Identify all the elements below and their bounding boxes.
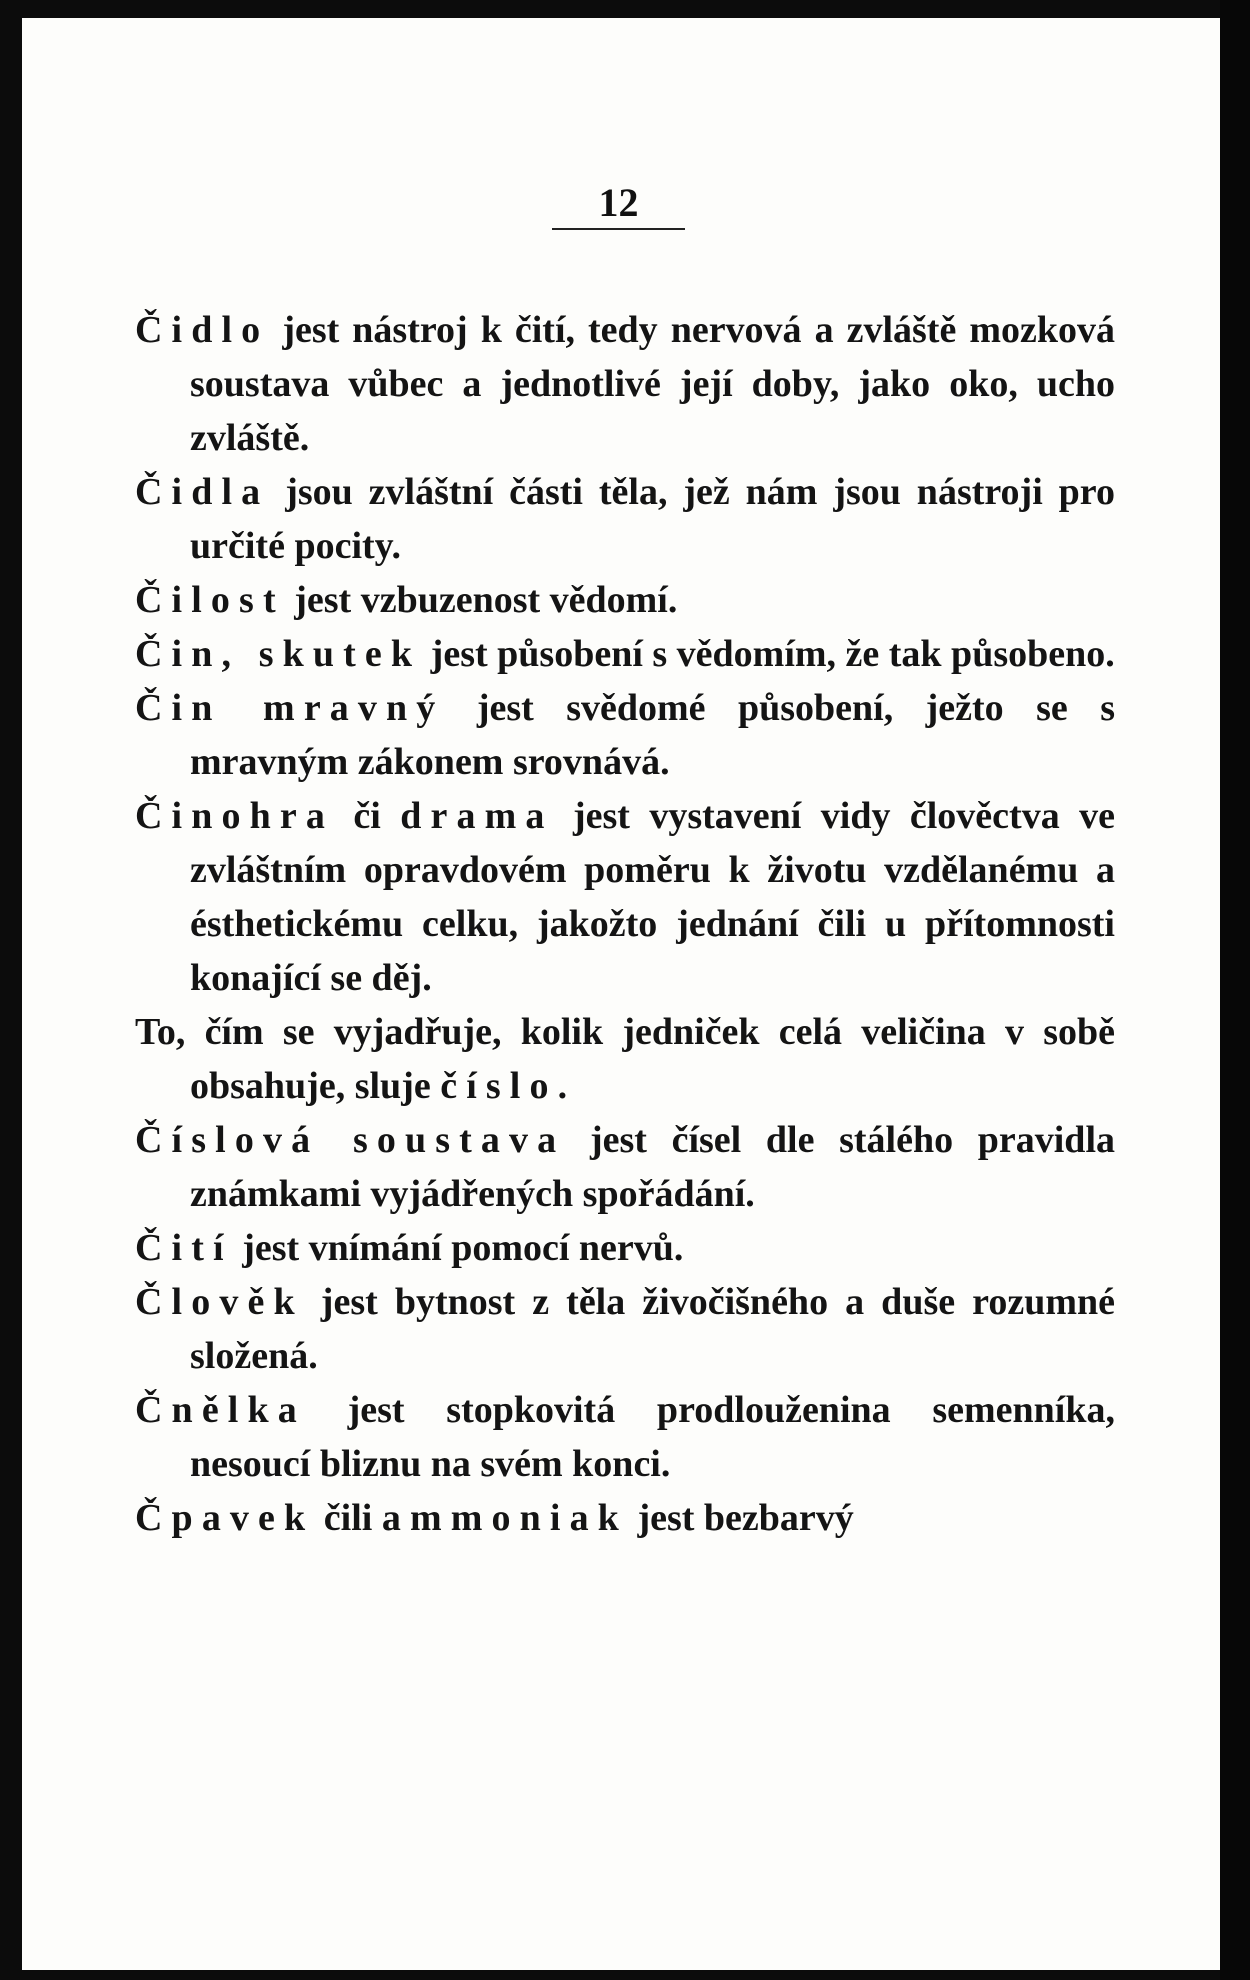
entry-term: Čin, skutek — [135, 633, 422, 675]
entry-connector: čili — [314, 1497, 382, 1539]
entry-definition: jest bytnost z těla živočišného a duše rozumné složená. — [190, 1281, 1115, 1377]
glossary-entry-cnelka — [135, 1383, 1115, 1491]
glossary-entry-cislova-soustava — [135, 1113, 1115, 1221]
entry-term: číslo — [440, 1065, 558, 1107]
entry-definition: jsou zvláštní části těla, jež nám jsou nástroji pro určité pocity. — [190, 471, 1115, 567]
glossary-entry-cpavek — [135, 1491, 1115, 1545]
entry-term: Čidlo — [135, 309, 270, 351]
entry-term: Čidla — [135, 471, 270, 513]
entry-definition: To, čím se vyjadřuje, kolik jedniček celá veličina v sobě obsahuje, sluje — [135, 1011, 1115, 1107]
glossary-entry-cidla — [135, 465, 1115, 573]
glossary-entry-clovek — [135, 1275, 1115, 1383]
scan-edge — [1220, 0, 1250, 1980]
glossary-entry-citi — [135, 1221, 1115, 1275]
entry-definition: jest bezbarvý — [627, 1497, 854, 1539]
entry-definition: jest čísel dle stálého pravidla známkami vyjádřených spořádání. — [190, 1119, 1115, 1215]
book-page — [22, 18, 1220, 1970]
entry-term: Čpavek — [135, 1497, 315, 1539]
entry-definition: jest působení s vědomím, že tak působeno. — [421, 633, 1115, 675]
glossary-entry-cin-mravny — [135, 681, 1115, 789]
entry-term: Čnělka — [135, 1389, 306, 1431]
entry-definition: jest svědomé působení, ježto se s mravným zákonem srovnává. — [190, 687, 1115, 783]
glossary-entry-cilost — [135, 573, 1115, 627]
entry-definition: jest stopkovitá prodlouženina semenníka, nesoucí bliznu na svém konci. — [190, 1389, 1115, 1485]
entry-definition: jest vystavení vidy člověctva ve zvláštním opravdovém poměru k životu vzdělanému a ésthetickému celku, jakožto jednání čili u přítomnosti konající se děj. — [190, 795, 1115, 999]
entry-term: Činohra — [135, 795, 334, 837]
glossary-entry-cislo — [135, 1005, 1115, 1113]
glossary-entry-cinohra — [135, 789, 1115, 1005]
glossary-entry-cidlo — [135, 303, 1115, 465]
entry-punctuation: . — [557, 1065, 568, 1107]
entry-definition: jest nástroj k čití, tedy nervová a zvláště mozková soustava vůbec a jednotlivé její doby, jako oko, ucho zvláště. — [190, 309, 1115, 459]
entry-term: Čin mravný — [135, 687, 445, 729]
entry-term-alternate: drama — [400, 795, 554, 837]
entry-term-alternate: ammoniak — [381, 1497, 628, 1539]
entry-definition: jest vnímání pomocí nervů. — [232, 1227, 684, 1269]
entry-connector: či — [333, 795, 401, 837]
glossary-entry-cin-skutek — [135, 627, 1115, 681]
glossary-entries — [135, 303, 1115, 1545]
entry-term: Čilost — [135, 579, 285, 621]
page-number: 12 — [552, 178, 685, 230]
entry-term: Čití — [135, 1227, 233, 1269]
entry-term: Číslová soustava — [135, 1119, 566, 1161]
entry-term: Člověk — [135, 1281, 304, 1323]
entry-definition: jest vzbuzenost vědomí. — [284, 579, 678, 621]
